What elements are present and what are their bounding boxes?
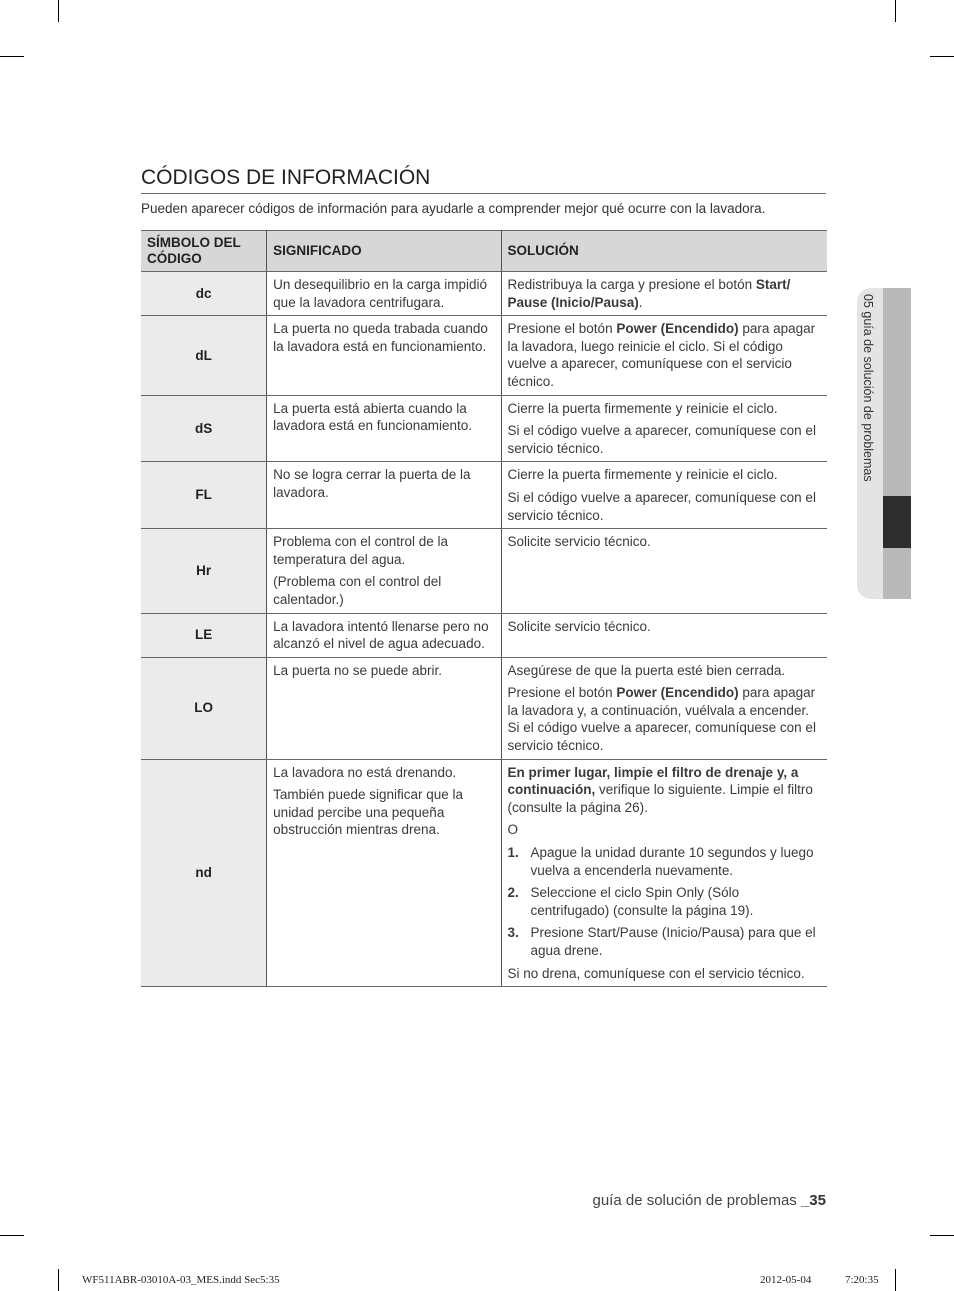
- side-tab-marker: [883, 496, 911, 548]
- or-text: O: [507, 822, 519, 838]
- meaning-text: La puerta no queda trabada cuando la lavadora está en funcionamiento.: [273, 321, 488, 354]
- meaning-cell: [267, 462, 501, 529]
- solution-text: [508, 684, 822, 754]
- step-number: 1.: [507, 845, 519, 861]
- code-cell: nd: [141, 759, 267, 987]
- solution-text: [508, 764, 822, 817]
- button-name: Power (Encendido): [616, 685, 739, 701]
- header-code: SÍMBOLO DEL CÓDIGO: [141, 231, 267, 272]
- side-tab-label: 05 guía de solución de problemas: [861, 294, 875, 482]
- header-solution: SOLUCIÓN: [501, 231, 827, 272]
- solution-emphasis: En primer lugar, limpie el filtro de drenaje y, a continuación,: [507, 764, 799, 798]
- solution-text-part: .: [638, 294, 643, 310]
- solution-text-part: Presione el botón: [507, 321, 617, 337]
- button-name: Start/ Pause (Inicio/Pausa): [507, 277, 791, 310]
- solution-text: Cierre la puerta firmemente y reinicie el ciclo.: [507, 400, 778, 416]
- page-number: _35: [800, 1192, 826, 1209]
- print-date: 2012-05-04: [760, 1274, 812, 1286]
- crop-mark: [58, 1269, 59, 1291]
- solution-text: Si el código vuelve a aparecer, comuníquese con el servicio técnico.: [507, 489, 816, 523]
- meaning-text: (Problema con el control del calentador.): [273, 574, 442, 607]
- meaning-text: También puede significar que la unidad percibe una pequeña obstrucción mientras drena.: [273, 787, 464, 838]
- solution-cell: [501, 759, 827, 987]
- crop-mark: [930, 56, 954, 57]
- solution-cell: [501, 657, 827, 759]
- steps-list: [508, 844, 822, 960]
- solution-cell: [501, 462, 827, 529]
- solution-cell: [501, 316, 827, 395]
- meaning-text: Problema con el control de la temperatura del agua.: [273, 534, 449, 567]
- code-cell: LE: [141, 613, 267, 657]
- solution-text: [508, 276, 822, 311]
- solution-text: Cierre la puerta firmemente y reinicie el ciclo.: [507, 467, 778, 483]
- meaning-text: No se logra cerrar la puerta de la lavadora.: [273, 467, 471, 500]
- info-codes-table: [141, 230, 827, 987]
- code-cell: FL: [141, 462, 267, 529]
- solution-text-part: verifique lo siguiente. Limpie el filtro (consulte la página 26).: [507, 782, 813, 815]
- step-item: [508, 884, 822, 919]
- code-cell: Hr: [141, 529, 267, 613]
- step-number: 3.: [507, 925, 519, 941]
- step-item: [508, 924, 822, 959]
- step-number: 2.: [507, 885, 519, 901]
- solution-cell: [501, 272, 827, 316]
- crop-mark: [895, 0, 896, 22]
- footer-section: guía de solución de problemas: [592, 1192, 797, 1209]
- page-title: CÓDIGOS DE INFORMACIÓN: [141, 166, 826, 194]
- step-item: [508, 844, 822, 879]
- meaning-text: La lavadora intentó llenarse pero no alcanzó el nivel de agua adecuado.: [273, 618, 489, 652]
- solution-text-part: Presione el botón: [507, 685, 617, 701]
- solution-text: Solicite servicio técnico.: [507, 618, 651, 634]
- table-row: [141, 613, 827, 657]
- solution-text: [508, 320, 822, 390]
- step-text: Seleccione el ciclo Spin Only (Sólo centrifugado) (consulte la página 19).: [530, 885, 754, 918]
- table-row: [141, 316, 827, 395]
- solution-text: Solicite servicio técnico.: [507, 534, 651, 550]
- meaning-cell: [267, 272, 501, 316]
- meaning-text: Un desequilibrio en la carga impidió que la lavadora centrifugara.: [273, 277, 488, 310]
- table-row: [141, 759, 827, 987]
- crop-mark: [58, 0, 59, 22]
- meaning-cell: [267, 657, 501, 759]
- solution-text: Si el código vuelve a aparecer, comuníquese con el servicio técnico.: [507, 423, 816, 456]
- solution-text-part: para apagar la lavadora, luego reinicie el ciclo. Si el código vuelve a aparecer, comuníquese con el servicio técnico.: [507, 321, 816, 389]
- meaning-text: La puerta está abierta cuando la lavadora está en funcionamiento.: [273, 400, 473, 434]
- side-tab-bar: [883, 288, 911, 599]
- meaning-cell: [267, 395, 501, 462]
- page-footer: [592, 1192, 826, 1209]
- crop-mark: [895, 1269, 896, 1291]
- meaning-cell: [267, 529, 501, 613]
- meaning-cell: [267, 316, 501, 395]
- table-row: [141, 657, 827, 759]
- solution-text-part: para apagar la lavadora y, a continuación, vuélvala a encender. Si el código vuelve a aparecer, comuníquese con el servicio técnico.: [507, 685, 816, 754]
- code-cell: dc: [141, 272, 267, 316]
- step-text: Apague la unidad durante 10 segundos y luego vuelva a encenderla nuevamente.: [530, 845, 814, 878]
- code-cell: LO: [141, 657, 267, 759]
- solution-text-part: Redistribuya la carga y presione el botón: [507, 277, 756, 292]
- solution-cell: [501, 613, 827, 657]
- meaning-text: La lavadora no está drenando.: [273, 764, 457, 780]
- code-cell: dS: [141, 395, 267, 462]
- print-file-info: WF511ABR-03010A-03_MES.indd Sec5:35: [82, 1274, 280, 1286]
- crop-mark: [0, 1235, 24, 1236]
- table-row: [141, 529, 827, 613]
- step-text: Presione Start/Pause (Inicio/Pausa) para que el agua drene.: [530, 925, 816, 958]
- table-row: [141, 462, 827, 529]
- intro-text: Pueden aparecer códigos de información para ayudarle a comprender mejor qué ocurre con la lavadora.: [141, 201, 766, 216]
- solution-cell: [501, 529, 827, 613]
- meaning-cell: [267, 759, 501, 987]
- solution-text: Si no drena, comuníquese con el servicio técnico.: [507, 965, 805, 981]
- meaning-text: La puerta no se puede abrir.: [273, 662, 443, 678]
- table-header-row: [141, 231, 827, 272]
- table-row: [141, 272, 827, 316]
- table-row: [141, 395, 827, 462]
- meaning-cell: [267, 613, 501, 657]
- header-meaning: SIGNIFICADO: [267, 231, 501, 272]
- crop-mark: [930, 1235, 954, 1236]
- solution-text: Asegúrese de que la puerta esté bien cerrada.: [507, 662, 786, 678]
- print-time: 7:20:35: [845, 1274, 879, 1286]
- code-cell: dL: [141, 316, 267, 395]
- solution-cell: [501, 395, 827, 462]
- button-name: Power (Encendido): [616, 321, 739, 337]
- crop-mark: [0, 56, 24, 57]
